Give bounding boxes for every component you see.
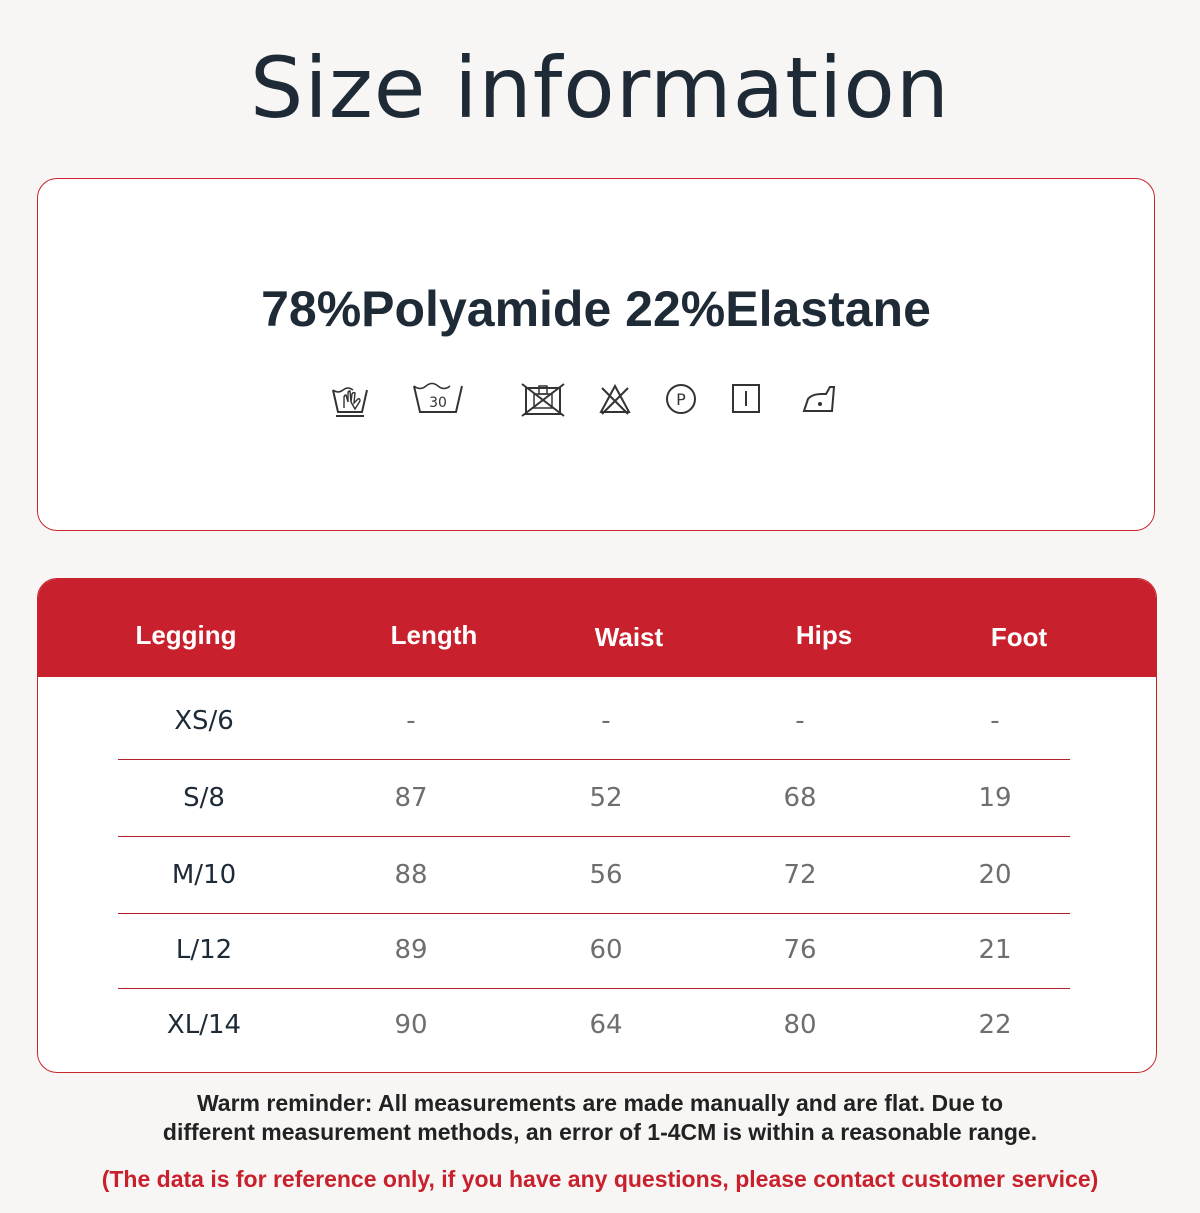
- warm-reminder: [0, 1089, 1200, 1147]
- size-cell: M/10: [171, 860, 237, 890]
- size-cell: XL/14: [166, 1010, 242, 1040]
- table-row: [118, 913, 1070, 989]
- iron-low-icon: [800, 382, 838, 416]
- page-title: Size information: [250, 39, 950, 137]
- hips-cell: -: [795, 706, 805, 736]
- header-legging: Legging: [135, 620, 237, 650]
- foot-cell: 21: [978, 935, 1012, 965]
- foot-cell: 20: [978, 860, 1012, 890]
- reminder-line-2: different measurement methods, an error of 1-4CM is within a reasonable range.: [162, 1119, 1038, 1145]
- length-cell: 87: [394, 783, 428, 813]
- size-cell: L/12: [175, 935, 233, 965]
- waist-cell: 56: [589, 860, 623, 890]
- size-table: [37, 578, 1157, 1073]
- table-row: [118, 988, 1070, 1063]
- dry-clean-label: P: [676, 390, 686, 409]
- hips-cell: 68: [783, 783, 817, 813]
- size-cell: XS/6: [174, 706, 234, 736]
- material-card: [37, 178, 1155, 531]
- waist-cell: -: [601, 706, 611, 736]
- table-row: [118, 838, 1070, 914]
- header-length: Length: [390, 620, 478, 650]
- no-tumble-dry-icon: [520, 382, 566, 418]
- table-row: [118, 761, 1070, 837]
- waist-cell: 60: [589, 935, 623, 965]
- reference-note: (The data is for reference only, if you have any questions, please contact customer service): [101, 1166, 1099, 1192]
- waist-cell: 52: [589, 783, 623, 813]
- reminder-line-1: Warm reminder: All measurements are made manually and are flat. Due to: [196, 1090, 1004, 1116]
- foot-cell: -: [990, 706, 1000, 736]
- length-cell: 90: [394, 1010, 428, 1040]
- hips-cell: 76: [783, 935, 817, 965]
- table-row: [118, 684, 1070, 760]
- hips-cell: 80: [783, 1010, 817, 1040]
- length-cell: 88: [394, 860, 428, 890]
- foot-cell: 19: [978, 783, 1012, 813]
- size-cell: S/8: [183, 783, 225, 813]
- dry-clean-p-icon: [664, 382, 698, 416]
- header-hips: Hips: [795, 620, 853, 650]
- table-header: [38, 579, 1156, 677]
- material-composition: 78%Polyamide 22%Elastane: [261, 281, 931, 337]
- no-bleach-icon: [598, 382, 632, 416]
- hips-cell: 72: [783, 860, 817, 890]
- length-cell: 89: [394, 935, 428, 965]
- waist-cell: 64: [589, 1010, 623, 1040]
- foot-cell: 22: [978, 1010, 1012, 1040]
- length-cell: -: [406, 706, 416, 736]
- line-dry-icon: [730, 382, 762, 416]
- hand-wash-icon: [330, 382, 370, 418]
- header-waist: Waist: [594, 622, 664, 652]
- header-foot: Foot: [990, 622, 1048, 652]
- wash-30-icon: [412, 382, 464, 416]
- wash-temp-label: 30: [429, 395, 447, 411]
- care-icons-row: [38, 382, 1154, 422]
